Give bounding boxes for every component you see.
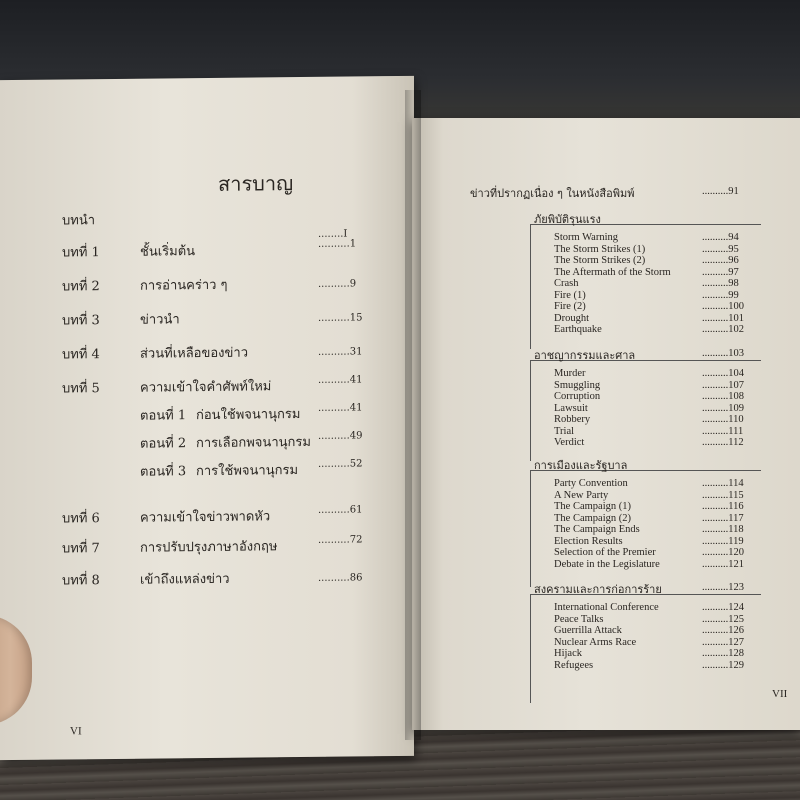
toc-entry: Nuclear Arms Race bbox=[554, 636, 637, 648]
toc-entry-page: ..........128 bbox=[702, 648, 744, 659]
chapter-title: ชั้นเริ่มต้น bbox=[140, 244, 196, 260]
toc-entry: Smuggling bbox=[554, 379, 601, 391]
chapter-number: ตอนที่ 2 bbox=[140, 436, 187, 452]
toc-entry: Corruption bbox=[554, 391, 601, 402]
toc-entry-page: ..........124 bbox=[702, 602, 744, 613]
section-title: สงครามและการก่อการร้าย bbox=[534, 583, 662, 596]
toc-entry: Guerrilla Attack bbox=[554, 625, 622, 636]
toc-entry: Party Convention bbox=[554, 478, 628, 489]
toc-entry-page: ..........127 bbox=[702, 636, 744, 648]
toc-entry: Storm Warning bbox=[554, 232, 618, 243]
toc-entry: Fire (1) bbox=[554, 289, 586, 301]
chapter-number: ตอนที่ 1 bbox=[140, 408, 187, 424]
toc-entry: Fire (2) bbox=[554, 301, 586, 312]
toc-entry: Crash bbox=[554, 278, 579, 289]
toc-entry: The Storm Strikes (1) bbox=[554, 243, 646, 255]
toc-entry-page: ..........97 bbox=[702, 266, 739, 278]
chapter-title: ความเข้าใจคำศัพท์ใหม่ bbox=[140, 379, 272, 396]
toc-entry-page: ..........109 bbox=[702, 402, 744, 414]
toc-entry-page: ..........100 bbox=[702, 301, 744, 312]
chapter-title: ก่อนใช้พจนานุกรม bbox=[196, 407, 301, 424]
chapter-page: ..........41 bbox=[318, 374, 363, 386]
toc-entry-page: ..........104 bbox=[702, 368, 744, 379]
chapter-page: ..........72 bbox=[318, 534, 363, 546]
chapter-title: การเลือกพจนานุกรม bbox=[196, 434, 311, 452]
toc-entry: The Aftermath of the Storm bbox=[554, 266, 671, 278]
chapter-number: บทที่ 4 bbox=[62, 347, 100, 363]
toc-entry: Murder bbox=[554, 368, 586, 379]
page-number-right: VII bbox=[772, 688, 788, 700]
chapter-number: บทที่ 6 bbox=[62, 511, 100, 527]
chapter-page: ..........9 bbox=[318, 278, 357, 290]
left-page bbox=[0, 76, 414, 760]
section-page: ..........103 bbox=[702, 348, 744, 359]
toc-entry-page: ..........119 bbox=[702, 535, 744, 547]
toc-entry-page: ..........126 bbox=[702, 625, 744, 636]
chapter-number: ตอนที่ 3 bbox=[140, 464, 187, 480]
toc-entry-page: ..........121 bbox=[702, 558, 744, 570]
chapter-title: เข้าถึงแหล่งข่าว bbox=[140, 571, 230, 588]
toc-entry: Trial bbox=[554, 425, 575, 437]
toc-entry: Drought bbox=[554, 312, 589, 324]
toc-entry-page: ..........107 bbox=[702, 379, 744, 391]
toc-entry-page: ..........115 bbox=[702, 489, 744, 501]
chapter-page: ..........41 bbox=[318, 402, 363, 414]
chapter-title: ข่าวนำ bbox=[140, 312, 180, 328]
toc-entry-page: ..........110 bbox=[702, 414, 744, 425]
toc-entry: Earthquake bbox=[554, 324, 602, 335]
chapter-page: ..........61 bbox=[318, 504, 363, 516]
toc-entry-page: ..........98 bbox=[702, 278, 739, 289]
chapter-number: บทที่ 5 bbox=[62, 381, 100, 397]
toc-entry-page: ..........95 bbox=[702, 243, 739, 255]
toc-entry-page: ..........118 bbox=[702, 524, 744, 535]
chapter-number: บทที่ 8 bbox=[62, 573, 100, 589]
toc-entry: Robbery bbox=[554, 414, 591, 425]
chapter-page: ..........15 bbox=[318, 312, 363, 324]
chapter-page: ..........52 bbox=[318, 458, 363, 470]
section-title: อาชญากรรมและศาล bbox=[534, 349, 636, 362]
right-header-label: ข่าวที่ปรากฏเนื่อง ๆ ในหนังสือพิมพ์ bbox=[470, 187, 635, 200]
book-spine bbox=[405, 90, 421, 740]
chapter-number: บทที่ 2 bbox=[62, 279, 100, 295]
toc-entry: The Campaign (1) bbox=[554, 501, 631, 512]
chapter-page: ..........31 bbox=[318, 346, 363, 358]
chapter-page: ..........49 bbox=[318, 430, 363, 442]
chapter-title: การปรับปรุงภาษาอังกฤษ bbox=[140, 539, 278, 556]
toc-entry: The Storm Strikes (2) bbox=[554, 255, 646, 266]
toc-entry-page: ..........101 bbox=[702, 312, 744, 324]
toc-entry: Lawsuit bbox=[554, 402, 588, 414]
toc-entry-page: ..........129 bbox=[702, 659, 744, 671]
toc-title: สารบาญ bbox=[218, 171, 294, 196]
intro-label: บทนำ bbox=[62, 213, 96, 229]
section-page: ..........123 bbox=[702, 582, 744, 593]
chapter-page: ..........1 bbox=[318, 238, 357, 250]
toc-entry: Election Results bbox=[554, 535, 623, 547]
toc-entry-page: ..........125 bbox=[702, 613, 744, 625]
toc-entry: The Campaign (2) bbox=[554, 512, 631, 524]
right-page bbox=[412, 118, 800, 730]
chapter-title: ส่วนที่เหลือของข่าว bbox=[140, 345, 249, 362]
chapter-title: การอ่านคร่าว ๆ bbox=[140, 277, 228, 294]
chapter-number: บทที่ 3 bbox=[62, 313, 100, 329]
right-header-page: ..........91 bbox=[702, 186, 739, 197]
toc-entry-page: ..........94 bbox=[702, 232, 739, 243]
toc-entry-page: ..........111 bbox=[702, 425, 744, 437]
intro-page: ........I bbox=[318, 228, 348, 240]
chapter-number: บทที่ 7 bbox=[62, 541, 100, 557]
chapter-title: การใช้พจนานุกรม bbox=[196, 463, 299, 480]
section-title: การเมืองและรัฐบาล bbox=[534, 459, 628, 472]
toc-entry: Peace Talks bbox=[554, 613, 604, 625]
toc-entry-page: ..........116 bbox=[702, 501, 744, 512]
toc-entry-page: ..........112 bbox=[702, 437, 744, 448]
toc-entry: Debate in the Legislature bbox=[554, 558, 660, 570]
section-title: ภัยพิบัติรุนแรง bbox=[534, 213, 601, 226]
toc-entry: International Conference bbox=[554, 602, 659, 613]
toc-entry: A New Party bbox=[554, 489, 609, 501]
toc-entry-page: ..........96 bbox=[702, 255, 739, 266]
toc-entry-page: ..........102 bbox=[702, 324, 744, 335]
toc-entry-page: ..........114 bbox=[702, 478, 744, 489]
toc-entry-page: ..........99 bbox=[702, 289, 739, 301]
toc-entry-page: ..........108 bbox=[702, 391, 744, 402]
toc-entry: Selection of the Premier bbox=[554, 547, 656, 558]
chapter-title: ความเข้าใจข่าวพาดหัว bbox=[140, 509, 271, 526]
toc-entry: Refugees bbox=[554, 659, 594, 671]
chapter-number: บทที่ 1 bbox=[62, 245, 100, 261]
toc-entry: Hijack bbox=[554, 648, 582, 659]
toc-entry: The Campaign Ends bbox=[554, 524, 640, 535]
toc-entry: Verdict bbox=[554, 437, 585, 448]
toc-entry-page: ..........120 bbox=[702, 547, 744, 558]
toc-entry-page: ..........117 bbox=[702, 512, 744, 524]
chapter-page: ..........86 bbox=[318, 572, 363, 584]
page-number-left: VI bbox=[70, 725, 82, 738]
